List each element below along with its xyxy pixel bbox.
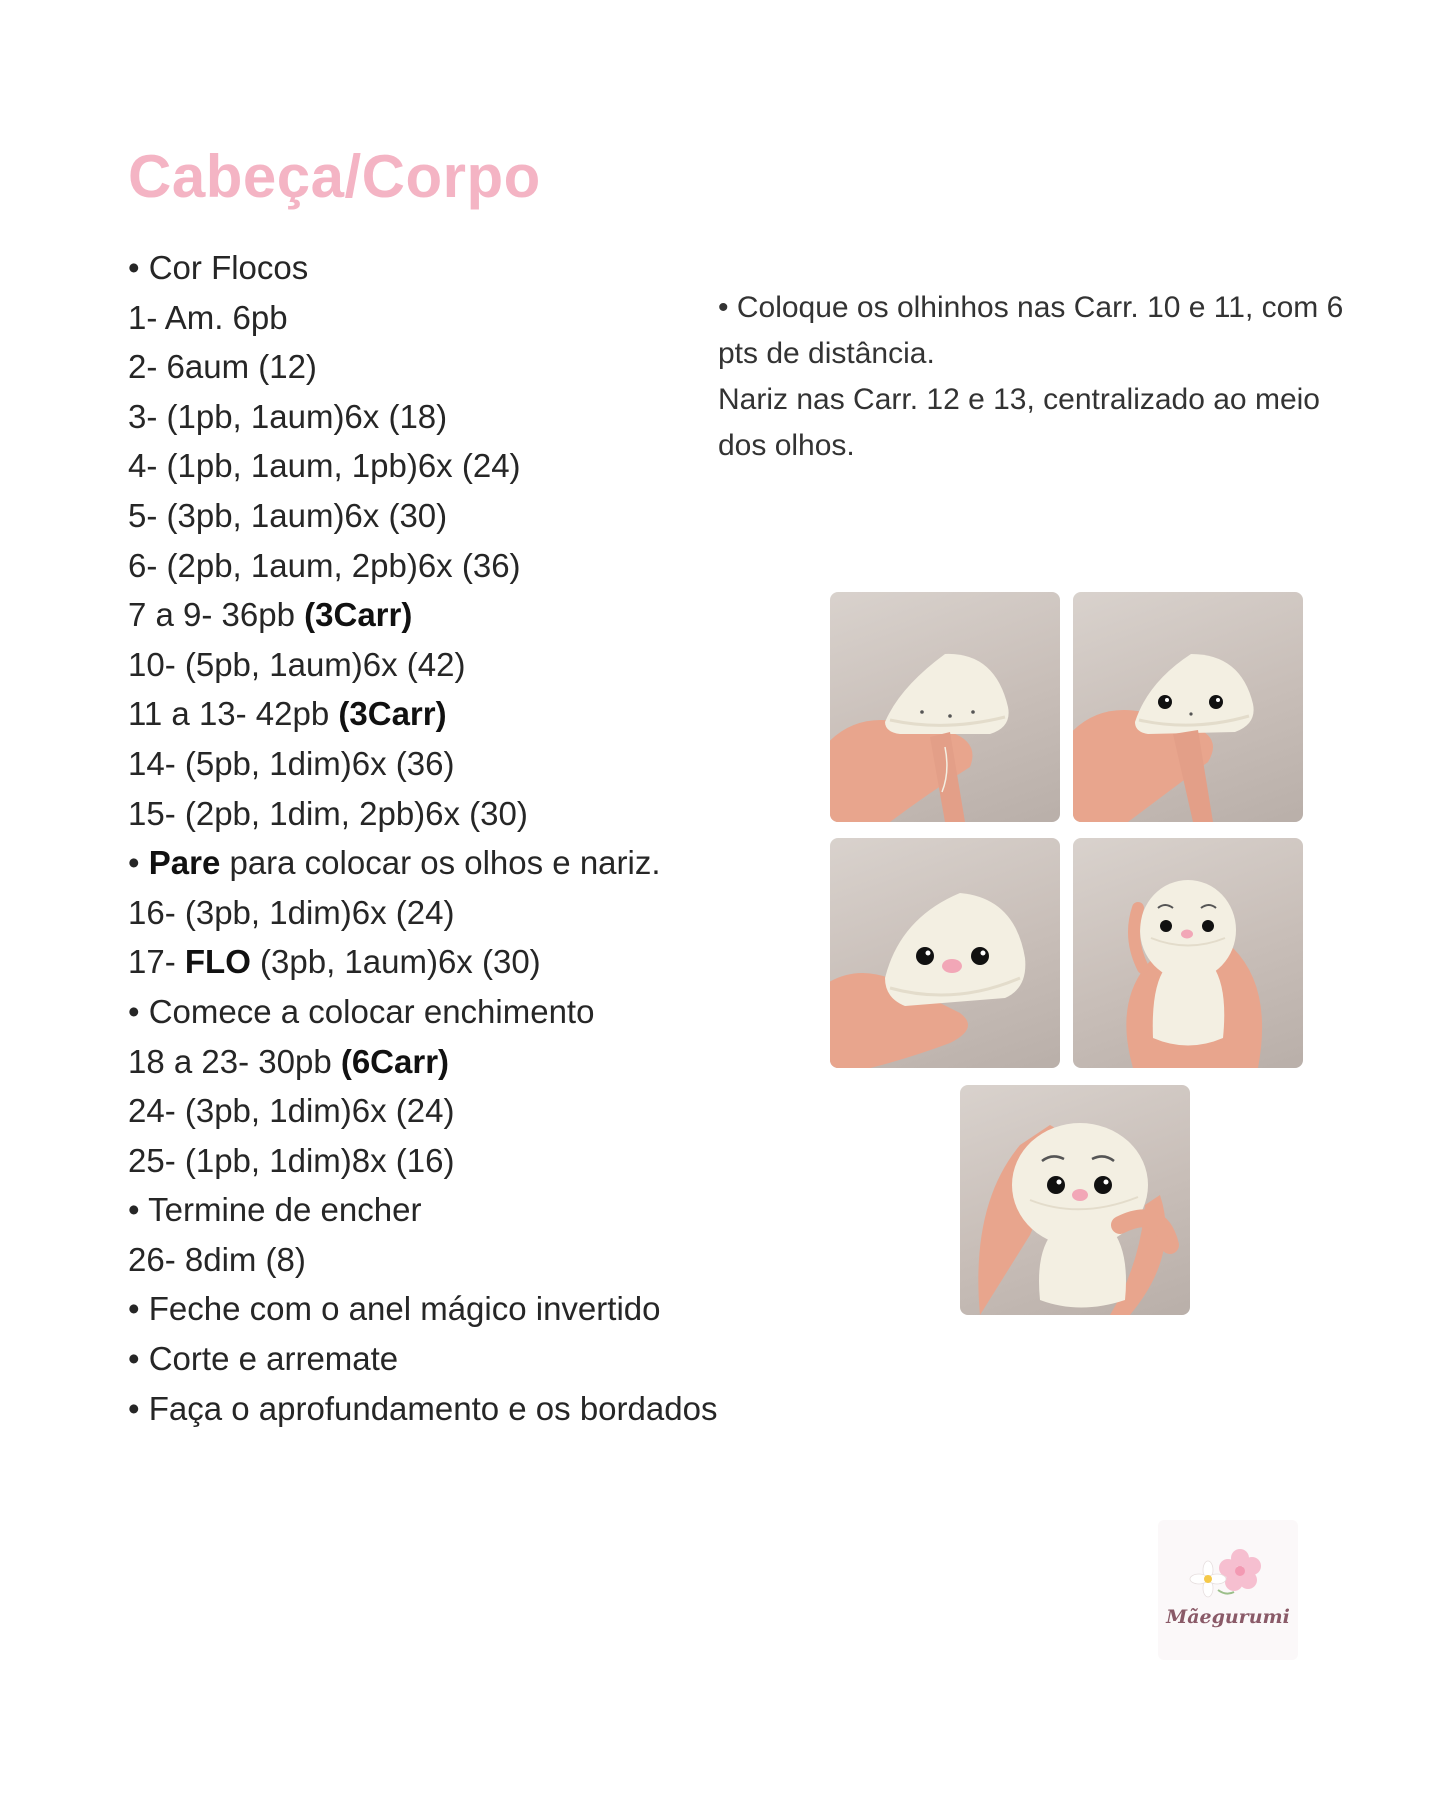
pattern-steps-list (128, 243, 717, 1433)
crochet-head-photo (830, 838, 1060, 1068)
flower-icon (1188, 1540, 1268, 1604)
brand-logo (1158, 1520, 1298, 1660)
step-row: 1- Am. 6pb (128, 298, 288, 336)
step-text: 18 a 23- 30pb (128, 1042, 341, 1080)
crochet-head-photo (830, 592, 1060, 822)
progress-photo-1 (830, 592, 1060, 822)
step-text: 11 a 13- 42pb (128, 695, 339, 733)
step-row: • Corte e arremate (128, 1340, 399, 1378)
step-row: 25- (1pb, 1dim)8x (16) (128, 1141, 455, 1179)
step-text: • (128, 844, 149, 882)
step-text: (3pb, 1aum)6x (30) (250, 943, 541, 981)
step-text: 17- (128, 943, 185, 981)
step-row: • Cor Flocos (128, 249, 309, 286)
crochet-head-photo (1073, 592, 1303, 822)
placement-notes (718, 285, 1358, 469)
step-row (128, 937, 717, 987)
nose-note: Nariz nas Carr. 12 e 13, centralizado ao meio dos olhos. (718, 383, 1320, 462)
step-emphasis: Pare (148, 844, 221, 882)
step-text: para colocar os olhos e nariz. (220, 844, 661, 882)
step-row: 6- (2pb, 1aum, 2pb)6x (36) (128, 546, 521, 584)
step-row: 24- (3pb, 1dim)6x (24) (128, 1092, 455, 1130)
step-row (128, 1037, 717, 1087)
step-row: • Termine de encher (128, 1191, 422, 1229)
step-row: 4- (1pb, 1aum, 1pb)6x (24) (128, 447, 521, 485)
crochet-body-photo (1073, 838, 1303, 1068)
step-emphasis: FLO (184, 943, 251, 981)
step-row: • Comece a colocar enchimento (128, 992, 595, 1030)
step-row: 26- 8dim (8) (128, 1240, 306, 1278)
step-row: • Feche com o anel mágico invertido (128, 1290, 661, 1328)
crochet-body-photo (960, 1085, 1190, 1315)
step-emphasis: (3Carr) (304, 596, 413, 634)
page-title: Cabeça/Corpo (128, 143, 541, 210)
step-row: 16- (3pb, 1dim)6x (24) (128, 893, 455, 931)
progress-photo-2 (1073, 592, 1303, 822)
step-row (128, 689, 717, 739)
step-row: 2- 6aum (12) (128, 348, 317, 386)
step-row: • Faça o aprofundamento e os bordados (128, 1389, 718, 1427)
step-row: 5- (3pb, 1aum)6x (30) (128, 496, 448, 534)
logo-text: Mãegurumi (1166, 1606, 1290, 1628)
step-row (128, 838, 717, 888)
progress-photo-4 (1073, 838, 1303, 1068)
step-row: 3- (1pb, 1aum)6x (18) (128, 397, 448, 435)
step-row (128, 590, 717, 640)
progress-photo-5 (960, 1085, 1190, 1315)
step-emphasis: (3Carr) (338, 695, 447, 733)
step-row: 14- (5pb, 1dim)6x (36) (128, 744, 455, 782)
step-text: 7 a 9- 36pb (128, 596, 305, 634)
progress-photo-3 (830, 838, 1060, 1068)
step-row: 15- (2pb, 1dim, 2pb)6x (30) (128, 794, 528, 832)
step-emphasis: (6Carr) (340, 1042, 450, 1080)
eyes-note: • Coloque os olhinhos nas Carr. 10 e 11, com 6 pts de distância. (718, 291, 1344, 370)
step-row: 10- (5pb, 1aum)6x (42) (128, 645, 466, 683)
